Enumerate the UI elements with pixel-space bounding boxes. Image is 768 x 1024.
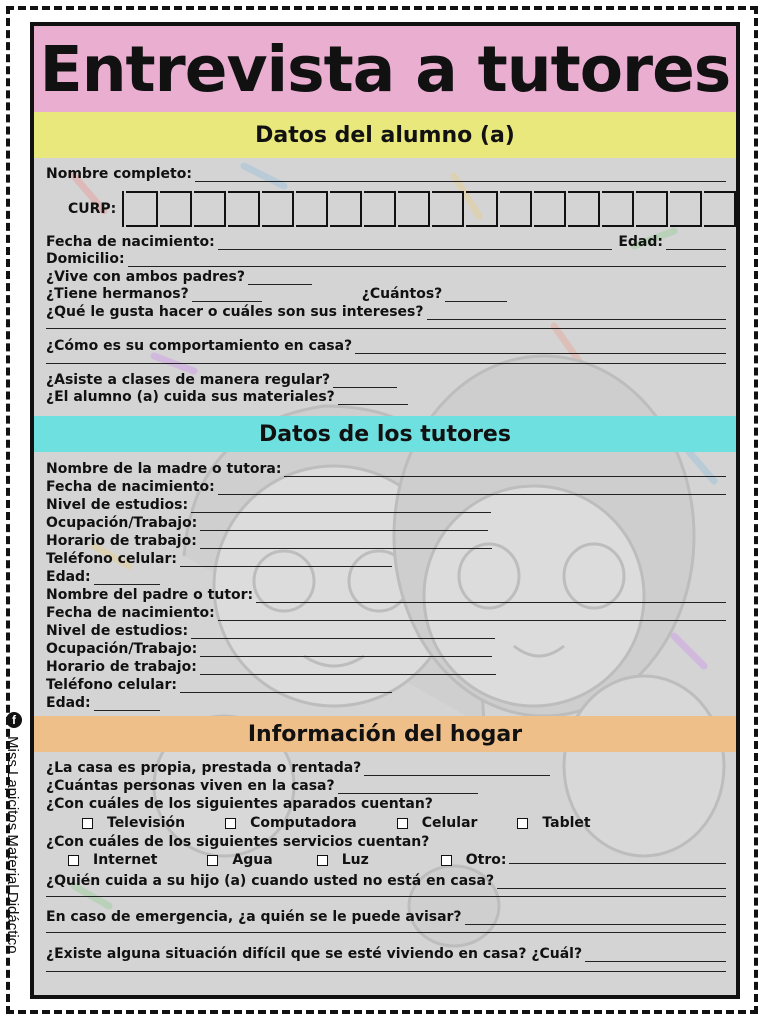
field-label: ¿Cuántos?	[361, 286, 443, 302]
field-label: Ocupación/Trabajo:	[46, 515, 198, 531]
answer-line[interactable]	[191, 626, 495, 639]
field-asiste-clases	[46, 370, 726, 388]
field-label: Teléfono celular:	[46, 677, 177, 693]
field-label: ¿Asiste a clases de manera regular?	[46, 372, 331, 388]
curp-box[interactable]	[194, 191, 226, 227]
field-label: Nombre de la madre o tutora:	[46, 461, 282, 477]
answer-line[interactable]	[355, 341, 726, 354]
answer-line[interactable]	[46, 932, 726, 933]
curp-box[interactable]	[228, 191, 260, 227]
field-label: En caso de emergencia, ¿a quién se le puede avisar?	[46, 909, 462, 925]
field-label: Edad:	[46, 569, 91, 585]
answer-line[interactable]	[338, 392, 408, 405]
field-label: ¿Quién cuida a su hijo (a) cuando usted no está en casa?	[46, 873, 495, 889]
answer-line[interactable]	[218, 482, 726, 495]
field-fecha-nacimiento-edad	[46, 232, 726, 250]
field-label: Teléfono celular:	[46, 551, 177, 567]
answer-line[interactable]	[200, 644, 492, 657]
answer-line[interactable]	[46, 328, 726, 329]
field-hermanos	[46, 284, 726, 302]
field-label: Ocupación/Trabajo:	[46, 641, 198, 657]
field-madre-nivel	[46, 495, 726, 513]
field-padre-telefono	[46, 675, 726, 693]
field-servicios	[46, 832, 726, 850]
field-label: Nivel de estudios:	[46, 623, 189, 639]
field-label: ¿La casa es propia, prestada o rentada?	[46, 760, 362, 776]
curp-box[interactable]	[500, 191, 532, 227]
field-label: ¿Tiene hermanos?	[46, 286, 189, 302]
field-label: ¿El alumno (a) cuida sus materiales?	[46, 389, 335, 405]
answer-line[interactable]	[180, 554, 392, 567]
curp-box[interactable]	[636, 191, 668, 227]
field-padre-horario	[46, 657, 726, 675]
field-emergencia	[46, 907, 726, 925]
answer-line[interactable]	[200, 662, 496, 675]
field-label: Edad:	[618, 234, 663, 250]
section-header-hogar	[34, 716, 736, 752]
option-computadora[interactable]: Computadora	[225, 814, 357, 832]
field-madre-ocupacion	[46, 513, 726, 531]
section-header-tutores	[34, 416, 736, 452]
field-madre-edad	[46, 567, 726, 585]
field-padre-nivel	[46, 621, 726, 639]
field-label: Fecha de nacimiento:	[46, 605, 215, 621]
checkbox[interactable]	[82, 818, 93, 829]
field-cuida-materiales	[46, 387, 726, 405]
field-padre-ocupacion	[46, 639, 726, 657]
curp-boxes[interactable]	[122, 191, 736, 227]
field-label: ¿Qué le gusta hacer o cuáles son sus intereses?	[46, 304, 424, 320]
checkbox[interactable]	[207, 855, 218, 866]
answer-line[interactable]	[94, 572, 160, 585]
curp-box[interactable]	[296, 191, 328, 227]
checkbox[interactable]	[397, 818, 408, 829]
field-padre-fecha	[46, 603, 726, 621]
checkbox[interactable]	[317, 855, 328, 866]
field-label: ¿Cómo es su comportamiento en casa?	[46, 338, 353, 354]
field-label: Edad:	[46, 695, 91, 711]
field-domicilio	[46, 249, 726, 267]
author-credit	[4, 712, 24, 994]
field-nombre-padre	[46, 585, 726, 603]
checkbox[interactable]	[68, 855, 79, 866]
answer-line[interactable]	[46, 971, 726, 972]
field-personas-casa	[46, 776, 726, 794]
field-label: ¿Con cuáles de los siguientes aparados cuentan?	[46, 796, 433, 812]
curp-box[interactable]	[432, 191, 464, 227]
field-aparatos	[46, 794, 726, 812]
field-intereses	[46, 302, 726, 320]
curp-box[interactable]	[534, 191, 566, 227]
interview-form	[30, 22, 740, 999]
checkbox[interactable]	[225, 818, 236, 829]
curp-box[interactable]	[466, 191, 498, 227]
page-title: Entrevista a tutores	[39, 32, 731, 106]
answer-line[interactable]	[46, 363, 726, 364]
field-label: ¿Existe alguna situación difícil que se esté viviendo en casa? ¿Cuál?	[46, 946, 583, 962]
answer-line[interactable]	[445, 289, 507, 302]
answer-line[interactable]	[46, 896, 726, 897]
answer-line[interactable]	[338, 781, 478, 794]
field-label: ¿Vive con ambos padres?	[46, 269, 245, 285]
curp-label: CURP:	[68, 201, 117, 217]
curp-box[interactable]	[602, 191, 634, 227]
curp-box[interactable]	[364, 191, 396, 227]
curp-box[interactable]	[398, 191, 430, 227]
field-label: Domicilio:	[46, 251, 125, 267]
field-situacion-dificil	[46, 944, 726, 962]
answer-line[interactable]	[364, 763, 550, 776]
field-padre-edad	[46, 693, 726, 711]
checkbox[interactable]	[517, 818, 528, 829]
option-luz[interactable]: Luz	[317, 851, 369, 869]
curp-box[interactable]	[568, 191, 600, 227]
curp-field	[46, 191, 736, 227]
field-label: Horario de trabajo:	[46, 533, 197, 549]
curp-box[interactable]	[262, 191, 294, 227]
field-quien-cuida	[46, 871, 726, 889]
field-label: Nombre del padre o tutor:	[46, 587, 254, 603]
field-label: Horario de trabajo:	[46, 659, 197, 675]
field-label: ¿Con cuáles de los siguientes servicios cuentan?	[46, 834, 430, 850]
answer-line[interactable]	[465, 912, 726, 925]
answer-line[interactable]	[427, 307, 727, 320]
field-label: Nivel de estudios:	[46, 497, 189, 513]
field-label: Nombre completo:	[46, 166, 192, 182]
answer-line[interactable]	[284, 464, 726, 477]
field-vive-padres	[46, 267, 726, 285]
section-title-alumno: Datos del alumno (a)	[255, 122, 515, 148]
field-comportamiento	[46, 336, 726, 354]
field-madre-telefono	[46, 549, 726, 567]
field-label: Fecha de nacimiento:	[46, 234, 215, 250]
field-label: Fecha de nacimiento:	[46, 479, 215, 495]
facebook-icon[interactable]: f	[6, 712, 22, 728]
curp-box[interactable]	[126, 191, 158, 227]
servicios-options	[46, 851, 726, 869]
credit-text: Miss Lapicitos Material Didáctico	[4, 736, 21, 954]
answer-line[interactable]	[195, 169, 726, 182]
curp-box[interactable]	[704, 191, 736, 227]
field-casa-tipo	[46, 758, 726, 776]
answer-line[interactable]	[585, 949, 726, 962]
answer-line[interactable]	[128, 254, 726, 267]
option-celular[interactable]: Celular	[397, 814, 478, 832]
section-title-tutores: Datos de los tutores	[259, 421, 511, 447]
field-label: ¿Cuántas personas viven en la casa?	[46, 778, 335, 794]
curp-box[interactable]	[330, 191, 362, 227]
field-madre-horario	[46, 531, 726, 549]
title-band	[34, 26, 736, 112]
option-tablet[interactable]: Tablet	[517, 814, 590, 832]
field-madre-fecha	[46, 477, 726, 495]
field-nombre-completo	[46, 164, 726, 182]
option-otro[interactable]: Otro:	[441, 851, 507, 869]
checkbox[interactable]	[441, 855, 452, 866]
option-agua[interactable]: Agua	[207, 851, 272, 869]
answer-line[interactable]	[94, 698, 160, 711]
answer-line[interactable]	[200, 536, 492, 549]
curp-box[interactable]	[160, 191, 192, 227]
answer-line[interactable]	[180, 680, 392, 693]
answer-line[interactable]	[509, 851, 726, 864]
section-title-hogar: Información del hogar	[247, 721, 523, 747]
aparatos-options	[46, 814, 726, 832]
answer-line[interactable]	[191, 500, 491, 513]
curp-box[interactable]	[670, 191, 702, 227]
field-nombre-madre	[46, 459, 726, 477]
answer-line[interactable]	[497, 876, 726, 889]
section-header-alumno	[34, 112, 736, 158]
option-television[interactable]: Televisión	[82, 814, 185, 832]
answer-line[interactable]	[256, 590, 726, 603]
option-internet[interactable]: Internet	[68, 851, 157, 869]
answer-line[interactable]	[192, 289, 262, 302]
answer-line[interactable]	[200, 518, 488, 531]
answer-line[interactable]	[218, 608, 726, 621]
